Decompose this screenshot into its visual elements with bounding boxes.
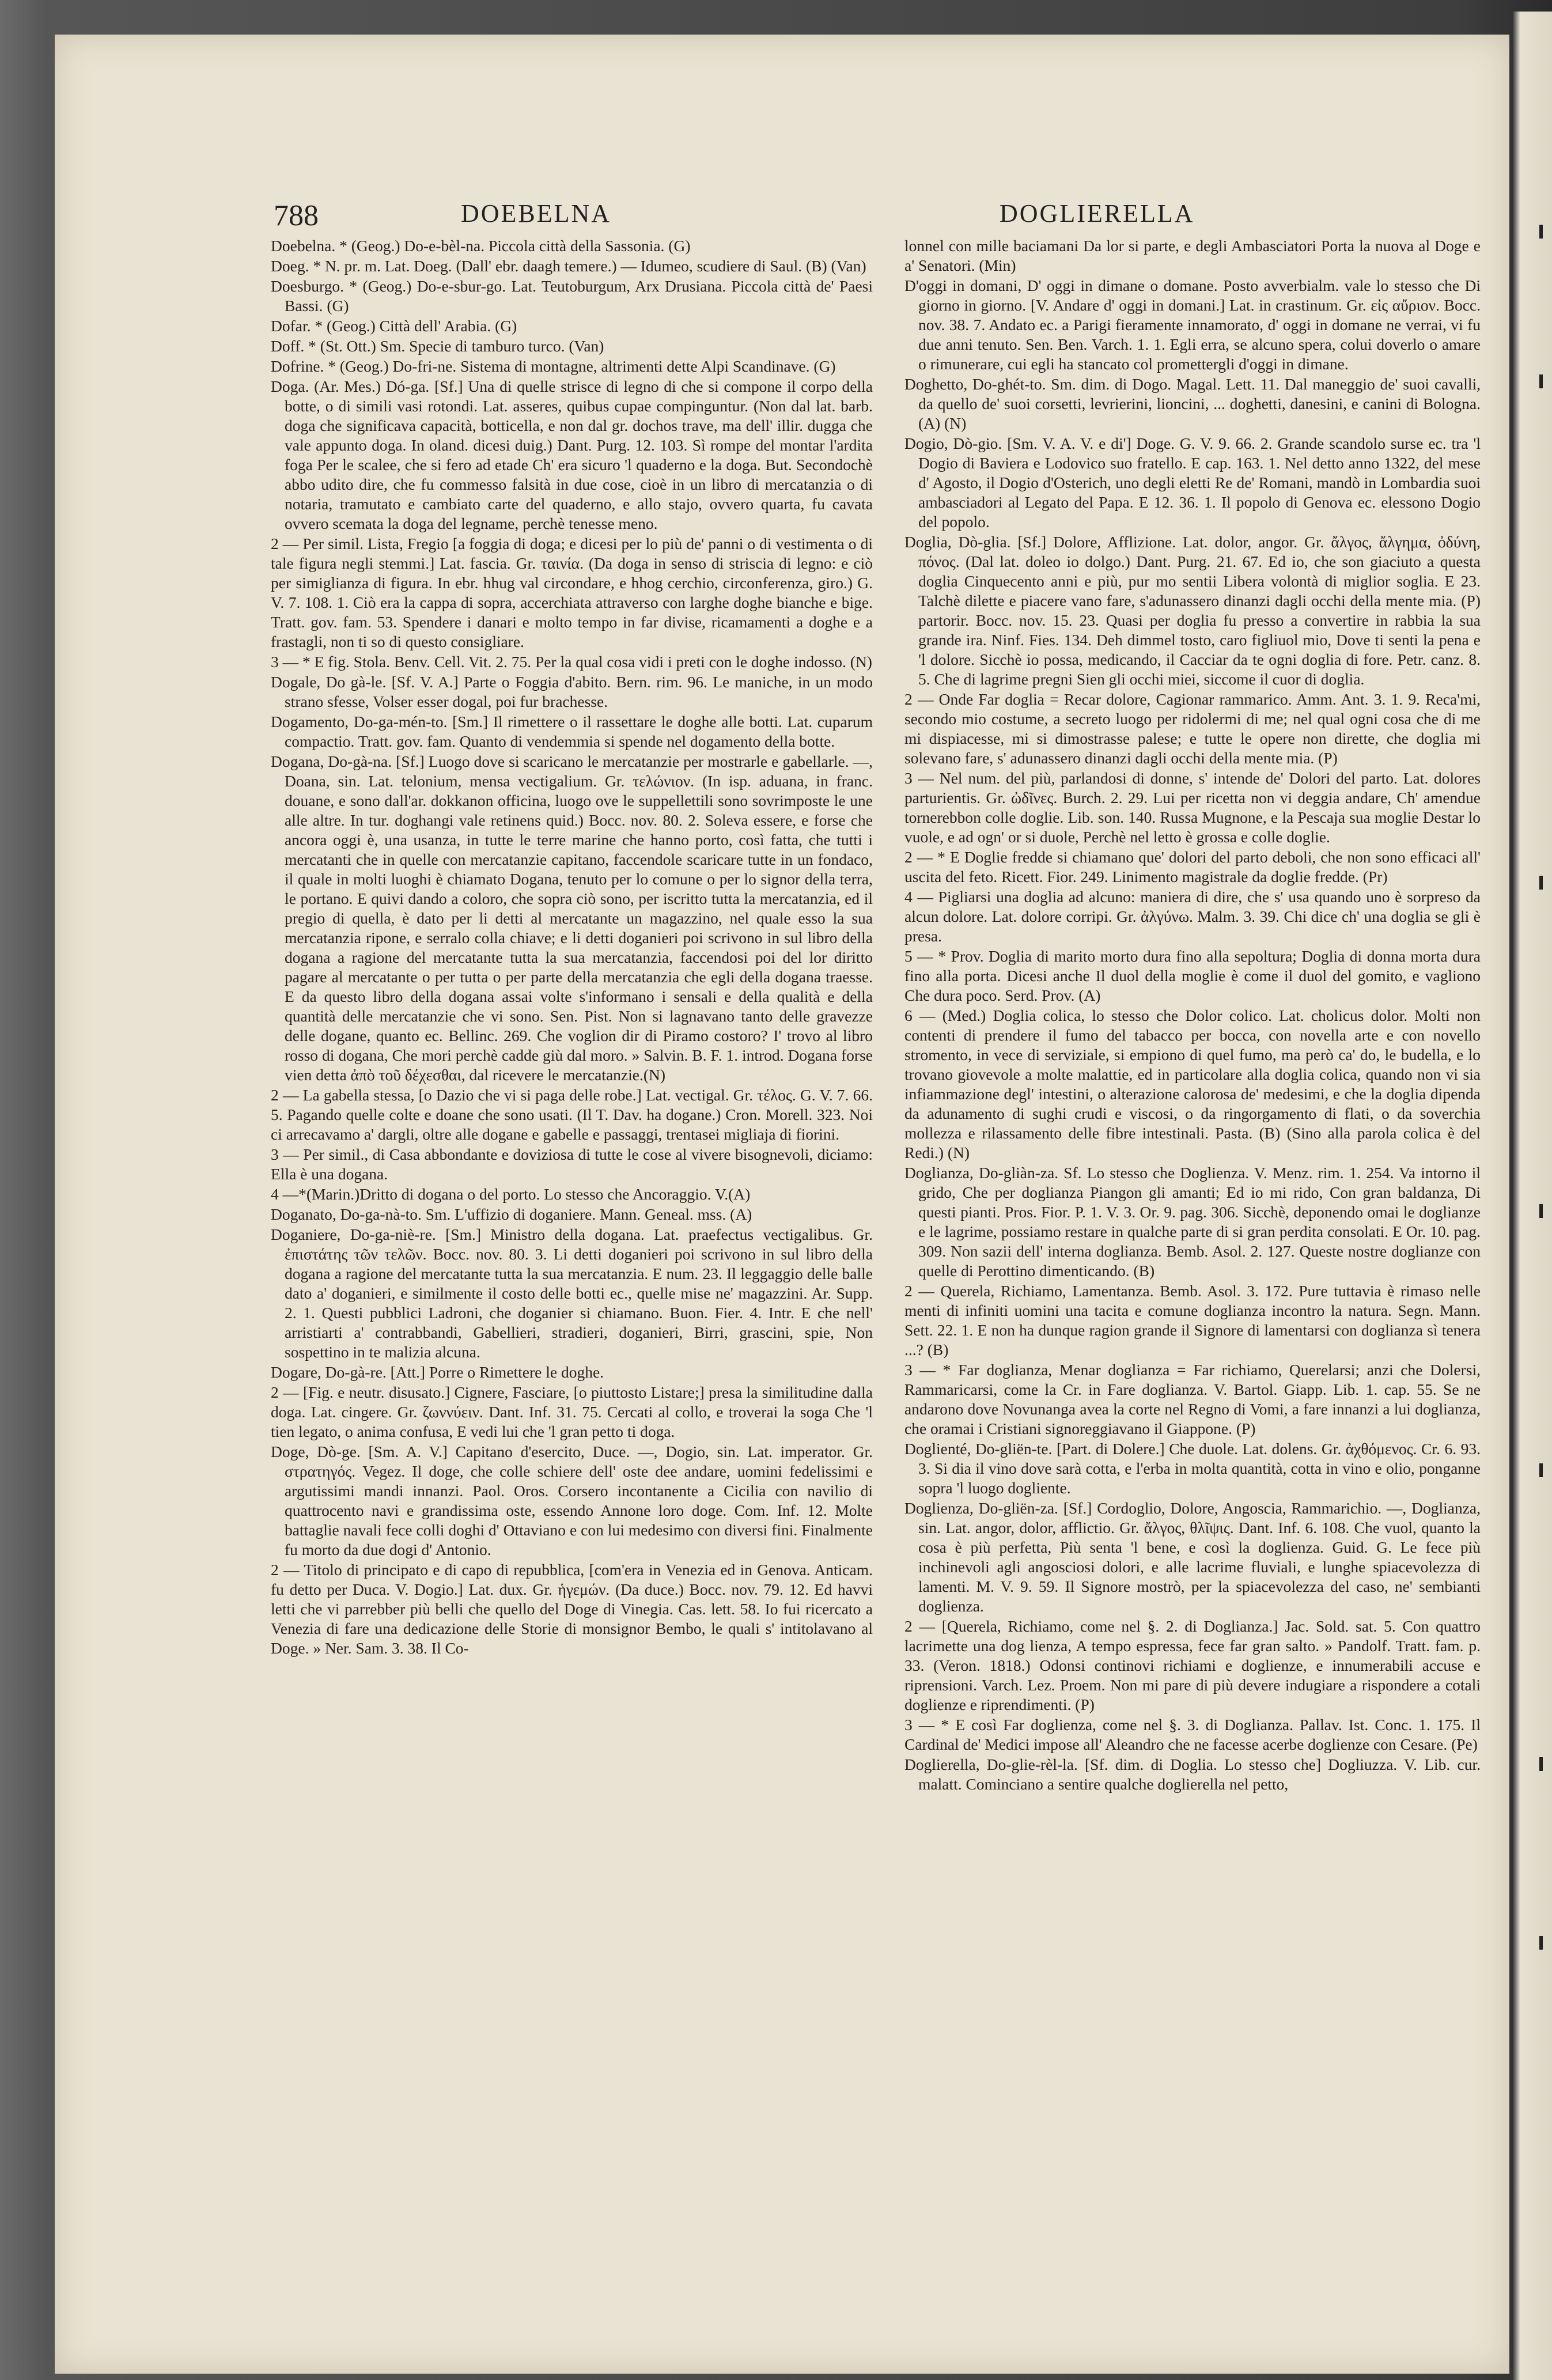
dictionary-entry: D'oggi in domani, D' oggi in dimane o domane. Posto avverbialm. vale lo stesso che Di giorno in giorno. [V. Andare d' oggi in domani.] Lat. in crastinum. Gr. εἰς αὔριον. Bocc. nov. 38. 7. Andato ec. a Parigi fieramente innamorato, d' oggi in domane ne verrai, vi fu due anni tenuto. Sen. Ben. Varch. 1. 1. Egli erra, se alcuno spera, colui doverlo o amare o rimunerare, cui egli ha stancato col promettergli d'oggi in dimane. (904, 277, 1481, 373)
dictionary-entry: Doge, Dò-ge. [Sm. A. V.] Capitano d'esercito, Duce. —, Dogio, sin. Lat. imperator. Gr. στρατηγός. Vegez. Il doge, che colle schiere dell' oste dee andare, uomini fedelissimi e argutissimi mandi innanzi. Paol. Oros. Corsero incontanente a Cicilia con navilio di quattrocento navi e grandissima oste, essendo Annone loro doge. Com. Inf. 12. Molte battaglie navali fece colli doghi d' Ottaviano e con lui medesimo con diversi fini. Finalmente fu morto da due dogi d' Antonio. (271, 1443, 873, 1558)
dictionary-entry: Doesburgo. * (Geog.) Do-e-sbur-go. Lat. Teutoburgum, Arx Drusiana. Piccola città de' Paesi Bassi. (G) (271, 277, 873, 315)
dictionary-sense: 3 — Nel num. del più, parlandosi di donne, s' intende de' Dolori del parto. Lat. dolores parturientis. Gr. ὠδῖνες. Burch. 2. 29. Lui per ricetta non vi deggia andare, Ch' amendue tornerebbon colle doglie. Lib. son. 140. Russa Mugnone, e la Pescaja sua moglie Destar lo vuole, e ad ogn' or si duole, Perchè nel letto è grossa e colle doglie. (904, 769, 1481, 846)
dictionary-sense: 3 — * E così Far doglienza, come nel §. 3. di Doglianza. Pallav. Ist. Conc. 1. 175. Il Cardinal de' Medici impose all' Aleandro che ne facesse acerbe doglienze con Cesare. (Pe) (904, 1716, 1481, 1753)
dictionary-entry: Dogio, Dò-gio. [Sm. V. A. V. e di'] Doge. G. V. 9. 66. 2. Grande scandolo surse ec. tra 'l Dogio di Baviera e Lodovico suo fratello. E cap. 163. 1. Nel detto anno 1322, del mese d' Agosto, il Dogio d'Osterich, uno degli eletti Re de' Romani, mandò in Lombardia suoi ambasciadori al Legato del Papa. E 12. 36. 1. Il popolo di Genova ec. elessono Dogio del popolo. (904, 434, 1481, 531)
dictionary-sense: 4 —*(Marin.)Dritto di dogana o del porto. Lo stesso che Ancoraggio. V.(A) (271, 1185, 751, 1203)
dictionary-entry: Dogale, Do gà-le. [Sf. V. A.] Parte o Foggia d'abito. Bern. rim. 96. Le maniche, in un modo strano sfesse, Volser esser dogal, poi fur brachesse. (271, 673, 873, 710)
edge-mark (1539, 1936, 1543, 1950)
edge-mark (1539, 1463, 1543, 1477)
dictionary-entry: Dofrine. * (Geog.) Do-fri-ne. Sistema di montagne, altrimenti dette Alpi Scandinave. (G) (271, 357, 836, 375)
dictionary-entry: Doga. (Ar. Mes.) Dó-ga. [Sf.] Una di quelle strisce di legno di che si compone il corpo della botte, o di simili vasi rotondi. Lat. asseres, quibus cupae compinguntur. (Non dal lat. barb. doga che significava capacità, botticella, e non dal gr. dochos trave, ma dell' illir. dugga che vale appunto doga. In oland. dicesi duig.) Dant. Purg. 12. 103. Sì rompe del montar l'ardita foga Per le scalee, che si fero ad etade Ch' era sicuro 'l quaderno e la doga. But. Secondochè abbo udito dire, che fu commesso falsità in due cose, cioè in un libro di mercatanzia o di notaria, tramutato e cambiato carte del quaderno, e allo stajo, ovvero quarta, fu cavata ovvero scemata la doga del legname, perchè tenesse meno. (271, 377, 873, 532)
dictionary-entry: Dofar. * (Geog.) Città dell' Arabia. (G) (271, 317, 517, 335)
edge-mark (1539, 1757, 1543, 1771)
dictionary-entry: Doganato, Do-ga-nà-to. Sm. L'uffizio di doganiere. Mann. Geneal. mss. (A) (271, 1205, 752, 1223)
right-running-headword: DOGLIERELLA (1000, 199, 1195, 228)
dictionary-sense: 2 — Per simil. Lista, Fregio [a foggia di doga; e dicesi per lo più de' panni o di vestimenta o di tale figura negli stemmi.] Lat. fascia. Gr. ταινία. (Da doga in senso di striscia di legno: e ciò per simiglianza di figura. In ebr. hhug val circondare, e hhog cerchio, circonferenza, giro.) G. V. 7. 108. 1. Ciò era la cappa di sopra, accerchiata attraverso con larghe doghe bianche e bige. Tratt. gov. fam. 53. Spendere i danari e molto tempo in far divise, ricamamenti a doghe e a frastagli, non ti so di questo consigliare. (271, 535, 873, 650)
dictionary-entry: Doglienza, Do-gliën-za. [Sf.] Cordoglio, Dolore, Angoscia, Rammarichio. —, Doglianza, sin. Lat. angor, dolor, afflictio. Gr. ἄλγος, θλῖψις. Dant. Inf. 6. 108. Che vuol, quanto la cosa è più perfetta, Più senta 'l bene, e così la doglienza. Guid. G. Le fece più inchinevoli agli angosciosi dolori, e alle lacrime fluviali, e lunghe spiacevolezza di lamenti. M. V. 9. 59. Il Signore mostrò, per la spiacevolezza del caso, ne' sembianti doglienza. (904, 1499, 1481, 1615)
running-header (274, 199, 1299, 233)
dictionary-entry: Dogamento, Do-ga-mén-to. [Sm.] Il rimettere o il rassettare le doghe alle botti. Lat. cuparum compactio. Tratt. gov. fam. Quanto di vendemmia si spende nel dogamento della botte. (271, 713, 873, 750)
dictionary-entry: Doglia, Dò-glia. [Sf.] Dolore, Afflizione. Lat. dolor, angor. Gr. ἄλγος, ἄλγημα, ὀδύνη, πόνος. (Dal lat. doleo io dolgo.) Dant. Purg. 21. 67. Ed io, che son giaciuto a questa doglia Cinquecento anni e più, pur mo sentii Libera volontà di miglior soglia. E 23. Talchè dilette e piacere vano fare, s'adunassero dinanzi dagli occhi della mente mia. (P) partorir. Bocc. nov. 15. 23. Quasi per doglia fu presso a convertire in rabbia la sua grande ira. Ninf. Fies. 134. Deh dimmel tosto, caro figliuol mio, Dove ti senti la pena e 'l dolore. Sicchè io possa, medicando, il Cacciar da te ogni doglia di fore. Petr. canz. 8. 5. Che di lagrime pregni Sien gli occhi miei, siccome il cuor di doglia. (904, 533, 1481, 688)
dictionary-sense: 2 — Titolo di principato e di capo di repubblica, [com'era in Venezia ed in Genova. Anticam. fu detto per Duca. V. Dogio.] Lat. dux. Gr. ἡγεμών. (Da duce.) Bocc. nov. 79. 12. Ed havvi letti che vi parrebber più belli che quello del Doge di Vinegia. Cas. lett. 58. Io fui ricercato a Venezia di fare una dedicazione delle Storie di monsignor Bembo, le quali s' intitolavano al Doge. » Ner. Sam. 3. 38. Il Co- (271, 1561, 873, 1657)
edge-mark (1539, 1204, 1543, 1218)
dictionary-entry: Doglienté, Do-gliën-te. [Part. di Dolere.] Che duole. Lat. dolens. Gr. ἀχθόμενος. Cr. 6. 93. 3. Si dia il vino dove sarà cotta, e l'erba in molta quantità, cotta in vino e olio, ponganne sopra 'l luogo dogliente. (904, 1440, 1481, 1497)
dictionary-entry: Doeg. * N. pr. m. Lat. Doeg. (Dall' ebr. daagh temere.) — Idumeo, scudiere di Saul. (B) (Van) (271, 257, 866, 275)
dictionary-entry: Doglierella, Do-glie-rèl-la. [Sf. dim. di Doglia. Lo stesso che] Dogliuzza. V. Lib. cur. malatt. Cominciano a sentire qualche doglierella nel petto, (904, 1755, 1481, 1793)
right-column (904, 236, 1481, 2178)
dictionary-sense: 2 — [Querela, Richiamo, come nel §. 2. di Doglianza.] Jac. Sold. sat. 5. Con quattro lacrimette una dog lienza, A tempo espressa, fece far gran salto. » Pandolf. Tratt. fam. p. 33. (Veron. 1818.) Odonsi continovi richiami e doglienze, e innumerabili accuse e riprensioni. Varch. Lez. Proem. Non mi pare di più devere indugiare a rispondere a cotali doglienze e riprendimenti. (P) (904, 1617, 1481, 1713)
page-number: 788 (274, 199, 319, 232)
dictionary-entry: Doglianza, Do-gliàn-za. Sf. Lo stesso che Doglienza. V. Menz. rim. 1. 254. Va intorno il grido, Che per doglianza Piangon gli amanti; Ed io mi rido, Con gran baldanza, Di questi pianti. Pros. Fior. P. 1. V. 3. Or. 9. pag. 306. Sicchè, deponendo omai le doglianze e le lagrime, possiamo restare in qualche parte di si gran perdita consolati. E Or. 10. pag. 309. Non sazii dell' interna doglianza. Bemb. Asol. 2. 127. Queste nostre doglianze con quelle di Perottino dimenticando. (B) (904, 1164, 1481, 1280)
dictionary-sense: 2 — Onde Far doglia = Recar dolore, Cagionar rammarico. Amm. Ant. 3. 1. 9. Reca'mi, secondo mio costume, a secreto luogo per ridolermi di me; nel qual ogni cosa che di me mi dispiacesse, mi si dimostrasse palese; e tutte le opere non dirette, che doglia mi solevano fare, s' adunassero dinanzi dagli occhi della mente mia. (P) (904, 690, 1481, 767)
dictionary-entry: Doebelna. * (Geog.) Do-e-bèl-na. Piccola città della Sassonia. (G) (271, 237, 691, 255)
dictionary-sense: 2 — [Fig. e neutr. disusato.] Cignere, Fasciare, [o piuttosto Listare;] presa la similitudine dalla doga. Lat. cingere. Gr. ζωννύειν. Dant. Inf. 31. 75. Cercati al collo, e troverai la soga Che 'l tien legato, o anima confusa, E vedi lui che 'l gran petto ti doga. (271, 1383, 873, 1440)
left-running-headword: DOEBELNA (461, 199, 612, 228)
left-column (271, 236, 873, 2178)
dictionary-sense: 5 — * Prov. Doglia di marito morto dura fino alla sepoltura; Doglia di donna morta dura fino alla porta. Dicesi anche Il duol della moglie è come il duol del gomito, e vagliono Che dura poco. Serd. Prov. (A) (904, 947, 1481, 1004)
dictionary-sense: 4 — Pigliarsi una doglia ad alcuno: maniera di dire, che s' usa quando uno è sorpreso da alcun dolore. Lat. dolore corripi. Gr. ἀλγύνω. Malm. 3. 39. Chi dice ch' una doglia se gli è presa. (904, 888, 1481, 945)
dictionary-sense: 3 — * E fig. Stola. Benv. Cell. Vit. 2. 75. Per la qual cosa vidi i preti con le doghe indosso. (N) (271, 653, 872, 671)
dictionary-sense: 2 — * E Doglie fredde si chiamano que' dolori del parto deboli, che non sono efficaci all' uscita del feto. Ricett. Fior. 249. Linimento magistrale da doglie fredde. (Pr) (904, 848, 1481, 886)
dictionary-sense: 2 — Querela, Richiamo, Lamentanza. Bemb. Asol. 3. 172. Pure tuttavia è rimaso nelle menti di infiniti uomini una tacita e comune doglianza incontro la natura. Segn. Mann. Sett. 22. 1. E non ha dunque ragion grande il Signore di lamentarsi con doglianza sì tenera ...? (B) (904, 1282, 1481, 1359)
dictionary-sense: 2 — La gabella stessa, [o Dazio che vi si paga delle robe.] Lat. vectigal. Gr. τέλος. G. V. 7. 66. 5. Pagando quelle colte e doane che sono usati. (Il T. Dav. ha dogane.) Cron. Morell. 323. Noi ci arrecavamo a' dargli, oltre alle dogane e gabelle e passaggi, trentasei migliaja di fiorini. (271, 1086, 873, 1143)
dictionary-entry-continuation: lonnel con mille baciamani Da lor si parte, e degli Ambasciatori Porta la nuova al Doge e a' Senatori. (Min) (904, 237, 1481, 274)
edge-mark (1539, 876, 1543, 890)
dictionary-entry: Dogare, Do-gà-re. [Att.] Porre o Rimettere le doghe. (271, 1363, 604, 1381)
edge-mark (1539, 374, 1543, 388)
dictionary-entry: Doghetto, Do-ghét-to. Sm. dim. di Dogo. Magal. Lett. 11. Dal maneggio de' suoi cavalli, da quello de' suoi corsetti, levrierini, lioncini, ... doghetti, danesini, e canini di Bologna. (A) (N) (904, 375, 1481, 432)
page-edge-marks (1538, 0, 1550, 2380)
edge-mark (1539, 225, 1543, 239)
dictionary-sense: 6 — (Med.) Doglia colica, lo stesso che Dolor colico. Lat. cholicus dolor. Molti non contenti di prendere il fumo del tabacco per bocca, con novella arte e con novello stromento, in vece di serviziale, si empiono di quel fumo, ma però ca' do, le budella, e lo trovano giovevole a molte malattie, ed in particolare alla doglia colica, quando non vi sia infiammazione degl' intestini, o alterazione calorosa de' medesimi, e che la doglia dipenda da adunamento di sughi crudi e viscosi, o da ringorgamento di flati, o da soverchia mollezza e rilassamento delle fibre intestinali. Pasta. (B) (Sino alla parola colica è del Redi.) (N) (904, 1007, 1481, 1161)
dictionary-sense: 3 — Per simil., di Casa abbondante e doviziosa di tutte le cose al vivere bisognevoli, diciamo: Ella è una dogana. (271, 1145, 873, 1183)
dictionary-sense: 3 — * Far doglianza, Menar doglianza = Far richiamo, Querelarsi; anzi che Dolersi, Rammaricarsi, come la Cr. in Fare doglianza. V. Bartol. Giapp. Lib. 1. cap. 55. Se ne andarono dove Novunanga avea la corte nel Regno di Vomi, a fare innanzi a lui doglianza, che oramai i Cristiani signoreggiavano il Giappone. (P) (904, 1361, 1481, 1437)
dictionary-entry: Doganiere, Do-ga-niè-re. [Sm.] Ministro della dogana. Lat. praefectus vectigalibus. Gr. ἐπιστάτης τῶν τελῶν. Bocc. nov. 80. 3. Li detti doganieri poi scrivono in sul libro della dogana a ragione del mercatante tutta la sua mercatanzia. E num. 23. Il leggaggio delle balle dato a' doganieri, e similmente il costo delle botti ec., quelle mise ne' magazzini. Ar. Supp. 2. 1. Questi pubblici Ladroni, che doganier si chiamano. Buon. Fier. 4. Intr. E che nell' arristiarti a' contrabbandi, Gabellieri, stradieri, doganieri, Birri, grascini, spie, Non sospettino in te malizia alcuna. (271, 1225, 873, 1361)
dictionary-entry: Dogana, Do-gà-na. [Sf.] Luogo dove si scaricano le mercatanzie per mostrarle e gabellarle. —, Doana, sin. Lat. telonium, mensa vectigalium. Gr. τελώνιον. (In isp. aduana, in franc. douane, e sono dall'ar. dokkanon officina, luogo ove le suppellettili sono sovrimposte le une alle altre. In tur. doghangi vale retinens quid.) Bocc. nov. 80. 2. Soleva essere, e forse che ancora oggi è, una usanza, in tutte le terre marine che hanno porto, così fatta, che tutti i mercatanti che in quelle con mercatanzie capitano, faccendole scaricare tutte in un fondaco, il quale in molti luoghi è chiamato Dogana, tenuto per lo comune o per lo signor della terra, le portano. E quivi dando a coloro, che sopra ciò sono, per iscritto tutta la mercatanzia, ed il pregio di quella, è dato per li detti al mercatante un magazzino, nel quale esso la sua mercatanzia ripone, e serralo colla chiave; e li detti doganieri poi scrivono in sul libro della dogana a ragione del mercatante tutta la sua mercatanzia, faccendosi poi del lor diritto pagare al mercatante o per tutta o per parte della mercatanzia che egli della dogana traesse. E da questo libro della dogana assai volte s'informano i sensali e della qualità e della quantità delle mercatanzie che vi sono. Sen. Pist. Non si lagnavano tanto delle gravezze delle dogane, quanto ec. Bellinc. 269. Che voglion dir di Piramo costoro? I' trovo al libro rosso di dogana, Che mori perchè cadde giù dal moro. » Salvin. B. F. 1. introd. Dogana forse vien detta ἀπὸ τοῦ δέχεσθαι, dal ricevere le mercatanzie.(N) (271, 752, 873, 1084)
dictionary-entry: Doff. * (St. Ott.) Sm. Specie di tamburo turco. (Van) (271, 337, 604, 355)
